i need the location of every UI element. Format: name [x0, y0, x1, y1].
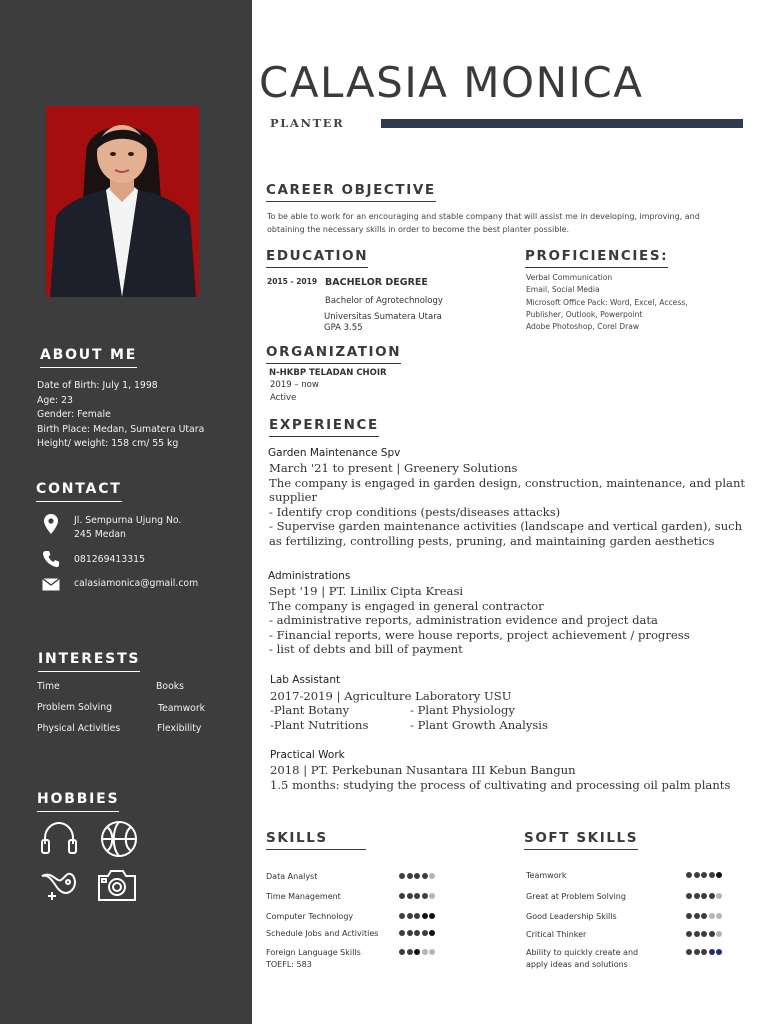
rating-dot [716, 913, 722, 919]
job-line: - Plant Growth Analysis [410, 717, 548, 732]
headphones-icon [38, 818, 80, 860]
job-line: supplier [269, 490, 318, 504]
rating-dot [422, 930, 428, 936]
skill-rating [399, 893, 435, 899]
organization-heading: ORGANIZATION [266, 344, 401, 364]
rating-dot [716, 931, 722, 937]
rating-dot [701, 893, 707, 899]
rating-dot [399, 930, 405, 936]
education-degree: BACHELOR DEGREE [325, 277, 428, 288]
job-line: 1.5 months: studying the process of cultivating and processing oil palm plants [270, 777, 731, 792]
rating-dot [701, 913, 707, 919]
skill-label [526, 947, 638, 970]
rating-dot [429, 893, 435, 899]
rating-dot [686, 893, 692, 899]
rating-dot [414, 873, 420, 879]
skill-label-line: Ability to quickly create and [526, 948, 639, 957]
skill-rating [399, 873, 435, 879]
proficiency-item: Adobe Photoshop, Corel Draw [526, 322, 640, 332]
skill-label-line: Teamwork [526, 871, 567, 880]
education-gpa: GPA 3.55 [324, 323, 363, 333]
rating-dot [429, 873, 435, 879]
job-line: -Plant Nutritions [270, 717, 369, 732]
rating-dot [716, 949, 722, 955]
job-line: - list of debts and bill of payment [269, 642, 463, 656]
skill-label [526, 929, 586, 941]
skill-rating [686, 931, 722, 937]
rating-dot [399, 873, 405, 879]
skill-rating [686, 913, 722, 919]
education-university: Universitas Sumatera Utara [324, 312, 442, 322]
rating-dot [422, 913, 428, 919]
skill-label-line: Great at Problem Solving [526, 892, 626, 901]
rating-dot [701, 931, 707, 937]
interest-item: Time [37, 681, 60, 692]
skill-label [266, 891, 341, 903]
organization-status: Active [270, 393, 297, 403]
rating-dot [422, 873, 428, 879]
skill-label-line: TOEFL: 583 [266, 959, 312, 969]
proficiency-item: Email, Social Media [526, 285, 600, 295]
rating-dot [429, 913, 435, 919]
job-line: The company is engaged in garden design, construction, maintenance, and plant [269, 475, 746, 490]
rating-dot [407, 913, 413, 919]
job-details [270, 763, 730, 792]
job-title: Lab Assistant [270, 674, 341, 686]
contact-phone [40, 549, 145, 569]
rating-dot [399, 913, 405, 919]
job-line: -Plant Botany [270, 703, 350, 717]
about-age: Age: 23 [37, 394, 73, 406]
career-line-1: To be able to work for an encouraging and stable company that will assist me in developing, improving, and [267, 212, 700, 221]
skills-heading: SKILLS [266, 830, 366, 850]
education-years: 2015 - 2019 [267, 277, 318, 286]
rating-dot [709, 949, 715, 955]
candidate-role: PLANTER [270, 116, 345, 130]
proficiency-item: Microsoft Office Pack: Word, Excel, Access, [526, 297, 688, 307]
about-birth-place: Birth Place: Medan, Sumatera Utara [37, 423, 205, 435]
about-gender: Gender: Female [37, 409, 111, 420]
email-address[interactable]: calasiamonica@gmail.com [74, 578, 199, 589]
rating-dot [709, 893, 715, 899]
rating-dot [407, 949, 413, 955]
job-details [270, 689, 512, 704]
rating-dot [686, 949, 692, 955]
education-heading: EDUCATION [266, 248, 368, 268]
basketball-icon [98, 818, 140, 860]
rating-dot [709, 913, 715, 919]
rating-dot [399, 893, 405, 899]
skill-rating [686, 893, 722, 899]
skill-label-line: Computer Technology [266, 912, 354, 921]
rating-dot [407, 873, 413, 879]
rating-dot [716, 872, 722, 878]
interest-item: Teamwork [158, 703, 206, 714]
skill-rating [399, 930, 435, 936]
job-line: - Supervise garden maintenance activities (landscape and vertical garden), such [269, 519, 743, 533]
job-line: as fertilizing, controlling pests, pruning, and maintaining garden aesthetics [269, 533, 715, 548]
phone-icon [40, 549, 62, 569]
job-line: Sept '19 | PT. Linilix Cipta Kreasi [269, 584, 464, 598]
rating-dot [694, 931, 700, 937]
rating-dot [694, 913, 700, 919]
skill-label [266, 947, 361, 970]
gamepad-icon [38, 864, 80, 906]
career-heading: CAREER OBJECTIVE [266, 182, 436, 202]
organization-name: N-HKBP TELADAN CHOIR [269, 368, 387, 378]
experience-heading: EXPERIENCE [269, 417, 379, 437]
about-heading: ABOUT ME [40, 347, 137, 368]
rating-dot [716, 893, 722, 899]
soft-skills-heading: SOFT SKILLS [524, 830, 638, 850]
interest-item: Physical Activities [37, 723, 121, 734]
career-line-2: obtaining the necessary skills in order to become the best planter possible. [267, 224, 570, 234]
job-line: - administrative reports, administration evidence and project data [269, 613, 658, 627]
rating-dot [399, 949, 405, 955]
proficiency-item: Verbal Communication [526, 273, 613, 282]
rating-dot [414, 930, 420, 936]
candidate-name: CALASIA MONICA [259, 58, 644, 107]
job-details [269, 461, 745, 548]
phone-number[interactable]: 081269413315 [74, 554, 145, 565]
skill-rating [399, 913, 435, 919]
contact-email [40, 574, 198, 594]
job-line: - Identify crop conditions (pests/diseases attacks) [269, 504, 561, 519]
skill-label [526, 870, 567, 882]
education-major: Bachelor of Agrotechnology [325, 296, 443, 306]
skill-rating [686, 872, 722, 878]
mail-icon [40, 574, 62, 594]
contact-address [40, 514, 181, 542]
rating-dot [694, 949, 700, 955]
organization-period: 2019 – now [270, 380, 319, 390]
skill-label [266, 871, 317, 883]
rating-dot [701, 872, 707, 878]
rating-dot [686, 913, 692, 919]
job-title: Garden Maintenance Spv [268, 447, 401, 459]
interest-item: Problem Solving [37, 702, 113, 713]
skill-rating [399, 949, 435, 955]
job-line: 2018 | PT. Perkebunan Nusantara III Kebun Bangun [270, 763, 576, 777]
proficiencies-heading: PROFICIENCIES: [525, 248, 668, 268]
header-accent-bar [381, 119, 743, 128]
skill-rating [686, 949, 722, 955]
skill-label-line: Time Management [266, 892, 341, 901]
job-details [269, 584, 690, 657]
sidebar [0, 0, 252, 1024]
interests-heading: INTERESTS [38, 651, 140, 672]
profile-photo [46, 106, 199, 297]
interest-item: Flexibility [157, 723, 202, 734]
rating-dot [694, 872, 700, 878]
rating-dot [686, 872, 692, 878]
skill-label-line: Schedule Jobs and Activities [266, 929, 379, 938]
proficiencies-list [526, 272, 688, 333]
rating-dot [709, 931, 715, 937]
about-details [37, 379, 227, 452]
address-line-1: Jl. Sempurna Ujung No. [74, 515, 182, 526]
rating-dot [414, 913, 420, 919]
job-details-right [410, 703, 548, 732]
rating-dot [407, 893, 413, 899]
rating-dot [429, 949, 435, 955]
proficiency-item: Publisher, Outlook, Powerpoint [526, 309, 643, 319]
skill-label [526, 911, 617, 923]
rating-dot [414, 893, 420, 899]
rating-dot [422, 949, 428, 955]
skill-label-line: Foreign Language Skills [266, 948, 361, 957]
job-line: March '21 to present | Greenery Solutions [269, 461, 518, 475]
job-title: Practical Work [270, 749, 345, 761]
about-birth-date: Date of Birth: July 1, 1998 [37, 380, 158, 391]
rating-dot [414, 949, 420, 955]
contact-heading: CONTACT [36, 481, 122, 502]
hobbies-heading: HOBBIES [37, 791, 119, 812]
skill-label [526, 891, 626, 903]
rating-dot [694, 893, 700, 899]
job-line: The company is engaged in general contractor [269, 598, 544, 613]
camera-icon [96, 864, 138, 906]
interest-item: Books [156, 681, 184, 692]
rating-dot [686, 931, 692, 937]
about-height-weight: Height/ weight: 158 cm/ 55 kg [37, 438, 179, 449]
career-text [267, 211, 747, 236]
address-line-2: 245 Medan [74, 529, 126, 540]
rating-dot [709, 872, 715, 878]
rating-dot [422, 893, 428, 899]
skill-label-line: Critical Thinker [526, 930, 587, 939]
skill-label [266, 911, 353, 923]
job-line: - Plant Physiology [410, 703, 515, 717]
job-details-left [270, 703, 368, 732]
job-line: - Financial reports, were house reports, project achievement / progress [269, 627, 690, 642]
location-pin-icon [40, 514, 62, 534]
rating-dot [407, 930, 413, 936]
rating-dot [701, 949, 707, 955]
skill-label-line: apply ideas and solutions [526, 959, 628, 969]
job-line: 2017-2019 | Agriculture Laboratory USU [270, 689, 512, 703]
job-title: Administrations [268, 570, 351, 582]
skill-label [266, 928, 378, 940]
skill-label-line: Good Leadership Skills [526, 912, 617, 921]
rating-dot [429, 930, 435, 936]
skill-label-line: Data Analyst [266, 872, 318, 881]
